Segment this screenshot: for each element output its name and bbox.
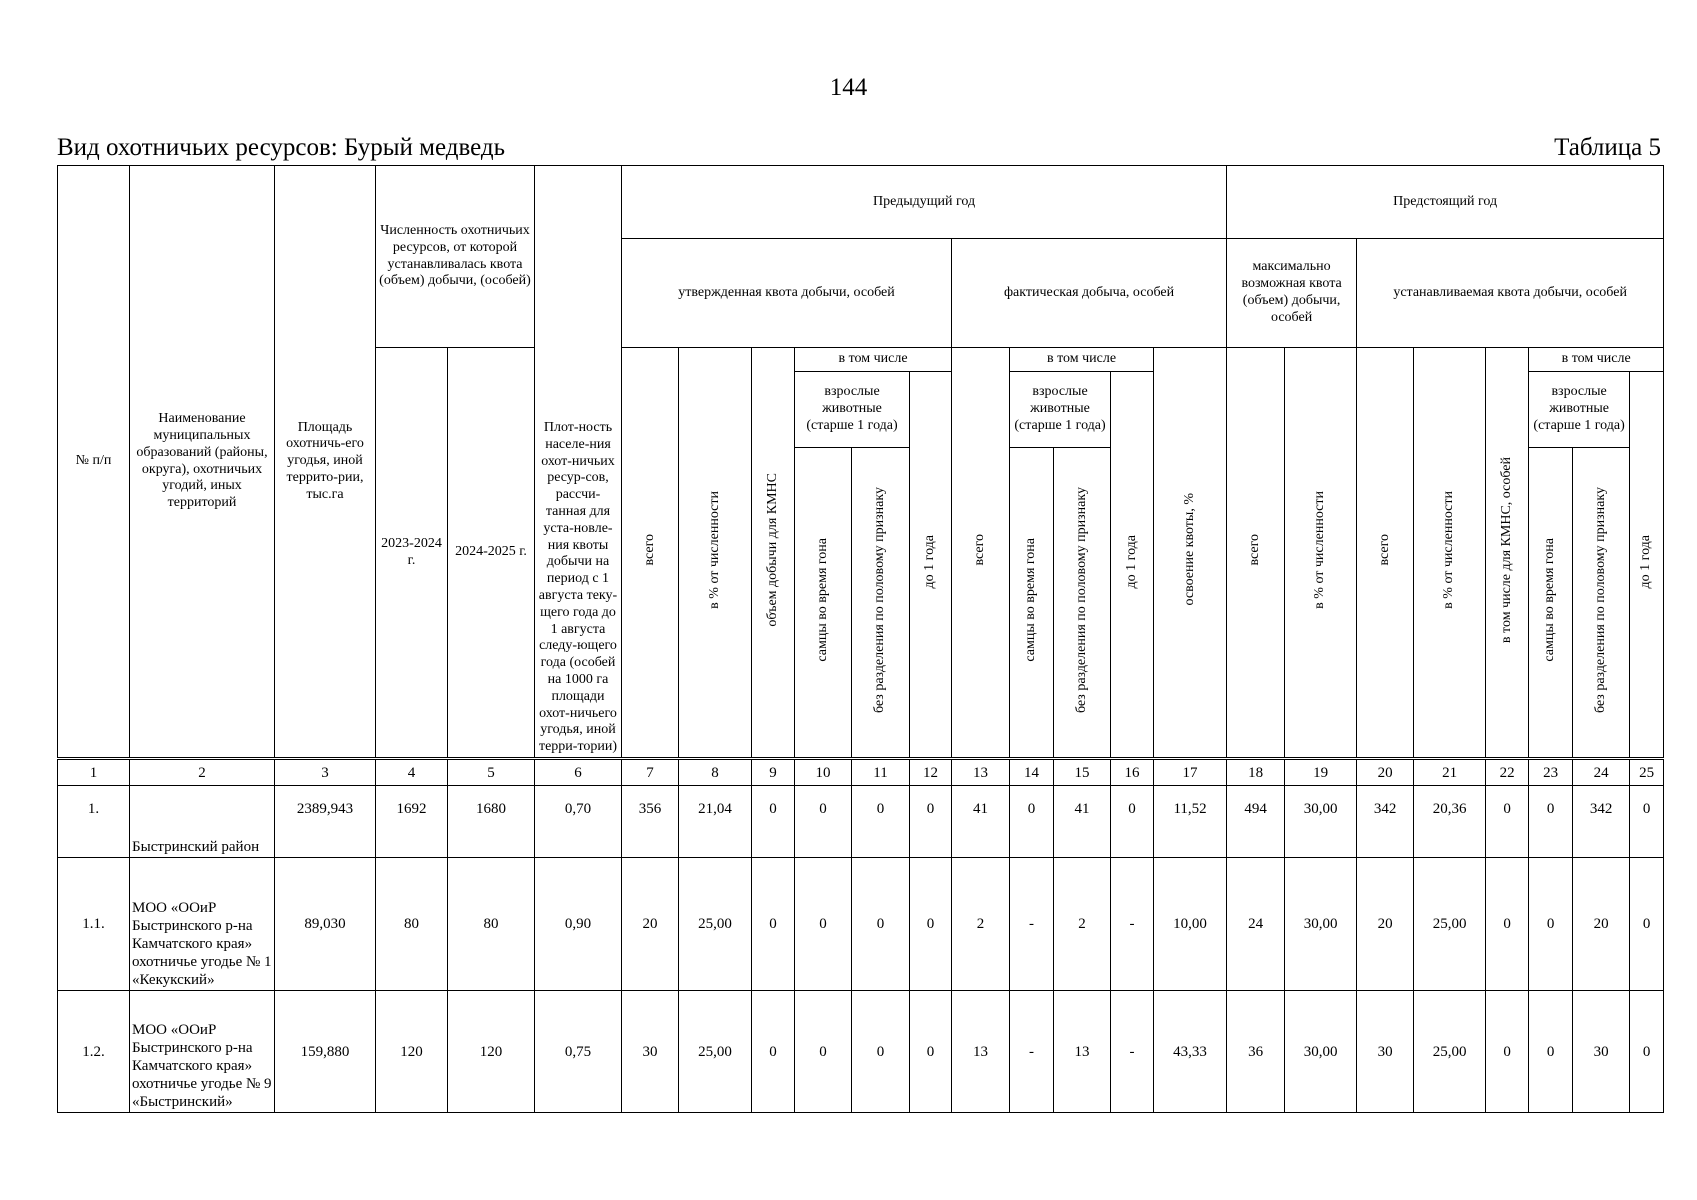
header-col9: объем добычи для КМНС <box>752 348 795 759</box>
table-number: Таблица 5 <box>1554 134 1661 161</box>
table-cell: 0 <box>795 991 852 1113</box>
column-number: 3 <box>275 759 376 786</box>
column-number: 2 <box>130 759 275 786</box>
table-cell: 2 <box>952 858 1010 991</box>
table-cell: 0 <box>1630 991 1664 1113</box>
table-cell: 0 <box>1630 786 1664 858</box>
table-cell: 0 <box>1529 991 1573 1113</box>
table-cell: 0 <box>852 858 910 991</box>
table-cell: 20,36 <box>1414 786 1486 858</box>
column-number: 10 <box>795 759 852 786</box>
table-row <box>58 786 1664 858</box>
header-year-2023: 2023-2024 г. <box>376 348 448 759</box>
table-cell: 0 <box>852 786 910 858</box>
table-cell: 25,00 <box>1414 858 1486 991</box>
table-cell: 0 <box>752 786 795 858</box>
table-cell: 0,75 <box>535 991 622 1113</box>
page-title: Вид охотничьих ресурсов: Бурый медведь <box>57 134 505 161</box>
table-cell: 0 <box>752 991 795 1113</box>
table-cell: 0 <box>1486 786 1529 858</box>
header-population: Численность охотничьих ресурсов, от которой устанавливалась квота (объем) добычи, (особей) <box>376 166 535 348</box>
table-cell: 0,90 <box>535 858 622 991</box>
table-cell: 0 <box>752 858 795 991</box>
table-cell: 25,00 <box>1414 991 1486 1113</box>
column-number: 22 <box>1486 759 1529 786</box>
table-cell: 10,00 <box>1154 858 1227 991</box>
header-col13: всего <box>952 348 1010 759</box>
table-cell: 89,030 <box>275 858 376 991</box>
table-cell: 21,04 <box>679 786 752 858</box>
table-cell: 0 <box>1486 991 1529 1113</box>
table-cell: 0 <box>795 858 852 991</box>
table-cell: 1680 <box>448 786 535 858</box>
header-incl-1: в том числе <box>795 348 952 372</box>
column-number: 20 <box>1357 759 1414 786</box>
header-col16: до 1 года <box>1111 372 1154 759</box>
table-cell: 24 <box>1227 858 1285 991</box>
table-cell: 0 <box>1630 858 1664 991</box>
header-number: № п/п <box>58 166 130 759</box>
column-number: 18 <box>1227 759 1285 786</box>
table-cell: 11,52 <box>1154 786 1227 858</box>
table-cell: 13 <box>1054 991 1111 1113</box>
header-col15: без разделения по половому признаку <box>1054 448 1111 759</box>
header-col12: до 1 года <box>910 372 952 759</box>
header-density: Плот-ность населе-ния охот-ничьих ресур-сов, рассчи-танная для уста-новле-ния квоты добычи на период с 1 августа теку-щего года до 1 августа следу-ющего года (особей на 1000 га площади охот-ничьего угодья, иной терри-тории) <box>535 166 622 759</box>
header-set-quota: устанавливаемая квота добычи, особей <box>1357 239 1664 348</box>
header-next-year: Предстоящий год <box>1227 166 1664 239</box>
column-number: 15 <box>1054 759 1111 786</box>
column-number: 12 <box>910 759 952 786</box>
table-cell: 30,00 <box>1285 991 1357 1113</box>
table-cell: 120 <box>376 991 448 1113</box>
column-number: 5 <box>448 759 535 786</box>
table-cell: 0 <box>795 786 852 858</box>
column-number: 16 <box>1111 759 1154 786</box>
header-col21: в % от численности <box>1414 348 1486 759</box>
table-cell: 1692 <box>376 786 448 858</box>
table-cell: 494 <box>1227 786 1285 858</box>
table-cell: 1.1. <box>58 858 130 991</box>
column-number: 13 <box>952 759 1010 786</box>
column-number: 6 <box>535 759 622 786</box>
header-col20: всего <box>1357 348 1414 759</box>
page-number: 144 <box>829 74 868 101</box>
header-col18: всего <box>1227 348 1285 759</box>
table-cell: 2 <box>1054 858 1111 991</box>
table-cell: 0 <box>1111 786 1154 858</box>
header-actual-harvest: фактическая добыча, особей <box>952 239 1227 348</box>
column-number: 4 <box>376 759 448 786</box>
header-previous-year: Предыдущий год <box>622 166 1227 239</box>
column-number: 7 <box>622 759 679 786</box>
table-cell: 0 <box>1010 786 1054 858</box>
header-col10: самцы во время гона <box>795 448 852 759</box>
column-number: 21 <box>1414 759 1486 786</box>
table-cell: 1.2. <box>58 991 130 1113</box>
column-number: 11 <box>852 759 910 786</box>
column-number: 23 <box>1529 759 1573 786</box>
table-row <box>58 858 1664 991</box>
table-cell: 20 <box>1357 858 1414 991</box>
header-incl-3: в том числе <box>1529 348 1664 372</box>
header-col22: в том числе для КМНС, особей <box>1486 348 1529 759</box>
table-cell: 342 <box>1357 786 1414 858</box>
table-cell: 80 <box>448 858 535 991</box>
table-cell: 159,880 <box>275 991 376 1113</box>
table-cell: 41 <box>952 786 1010 858</box>
table-cell: 30,00 <box>1285 858 1357 991</box>
column-numbers-row <box>58 759 1664 786</box>
table-cell: 25,00 <box>679 991 752 1113</box>
header-adult-1: взрослые животные (старше 1 года) <box>795 372 910 448</box>
table-cell: 41 <box>1054 786 1111 858</box>
header-col14: самцы во время гона <box>1010 448 1054 759</box>
table-body <box>58 786 1664 1113</box>
header-col23: самцы во время гона <box>1529 448 1573 759</box>
header-col11: без разделения по половому признаку <box>852 448 910 759</box>
header-adult-3: взрослые животные (старше 1 года) <box>1529 372 1630 448</box>
territory-name-cell: МОО «ООиР Быстринского р-на Камчатского края» охотничье угодье № 1 «Кекукский» <box>130 858 275 991</box>
header-col24: без разделения по половому признаку <box>1573 448 1630 759</box>
table-cell: 20 <box>1573 858 1630 991</box>
table-cell: - <box>1010 858 1054 991</box>
table-cell: 0 <box>910 858 952 991</box>
table-cell: - <box>1111 858 1154 991</box>
header-max-quota: максимально возможная квота (объем) добычи, особей <box>1227 239 1357 348</box>
territory-name-cell: Быстринский район <box>130 786 275 858</box>
table-cell: 0 <box>1486 858 1529 991</box>
table-cell: 0 <box>1529 858 1573 991</box>
table-row <box>58 991 1664 1113</box>
table-cell: 356 <box>622 786 679 858</box>
table-cell: 1. <box>58 786 130 858</box>
header-area: Площадь охотничь-его угодья, иной террито-рии, тыс.га <box>275 166 376 759</box>
column-number: 14 <box>1010 759 1054 786</box>
column-number: 9 <box>752 759 795 786</box>
column-number: 1 <box>58 759 130 786</box>
column-number: 19 <box>1285 759 1357 786</box>
header-col8: в % от численности <box>679 348 752 759</box>
table-cell: 13 <box>952 991 1010 1113</box>
header-col7: всего <box>622 348 679 759</box>
territory-name-cell: МОО «ООиР Быстринского р-на Камчатского края» охотничье угодье № 9 «Быстринский» <box>130 991 275 1113</box>
header-incl-2: в том числе <box>1010 348 1154 372</box>
column-number: 8 <box>679 759 752 786</box>
quota-table <box>57 165 1664 1113</box>
table-cell: 342 <box>1573 786 1630 858</box>
table-cell: 30 <box>1357 991 1414 1113</box>
column-number: 24 <box>1573 759 1630 786</box>
table-cell: 80 <box>376 858 448 991</box>
table-cell: 2389,943 <box>275 786 376 858</box>
header-year-2024: 2024-2025 г. <box>448 348 535 759</box>
header-col19: в % от численности <box>1285 348 1357 759</box>
table-cell: 120 <box>448 991 535 1113</box>
table-cell: 30 <box>1573 991 1630 1113</box>
table-cell: 25,00 <box>679 858 752 991</box>
column-number: 17 <box>1154 759 1227 786</box>
table-cell: 0 <box>852 991 910 1113</box>
column-number: 25 <box>1630 759 1664 786</box>
table-cell: 30,00 <box>1285 786 1357 858</box>
table-cell: 20 <box>622 858 679 991</box>
table-cell: 0,70 <box>535 786 622 858</box>
table-cell: 0 <box>910 991 952 1113</box>
header-name: Наименование муниципальных образований (районы, округа), охотничьих угодий, иных территорий <box>130 166 275 759</box>
header-col17: освоение квоты, % <box>1154 348 1227 759</box>
header-adult-2: взрослые животные (старше 1 года) <box>1010 372 1111 448</box>
table-cell: 43,33 <box>1154 991 1227 1113</box>
table-cell: 0 <box>910 786 952 858</box>
table-cell: 36 <box>1227 991 1285 1113</box>
header-approved-quota: утвержденная квота добычи, особей <box>622 239 952 348</box>
header-col25: до 1 года <box>1630 372 1664 759</box>
table-cell: 0 <box>1529 786 1573 858</box>
table-cell: - <box>1111 991 1154 1113</box>
table-cell: - <box>1010 991 1054 1113</box>
table-cell: 30 <box>622 991 679 1113</box>
